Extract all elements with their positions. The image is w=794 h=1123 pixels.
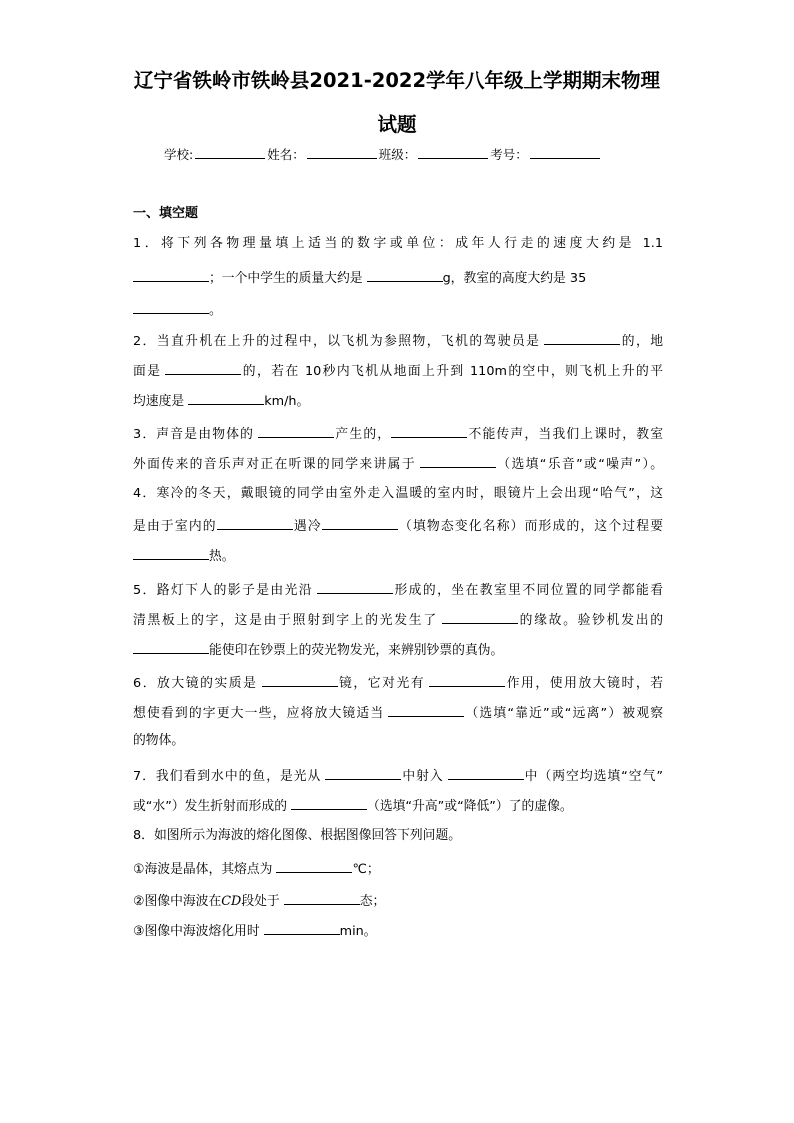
question-3-line-1: 3．声音是由物体的 产生的， 不能传声，当我们上课时，教室 [133, 424, 663, 443]
answer-blank[interactable] [258, 424, 334, 438]
answer-blank[interactable] [317, 580, 393, 594]
question-7-line-2: 或“水”）发生折射而形成的 （选填“升高”或“降低”）了的虚像。 [133, 796, 663, 815]
question-4-line-2: 是由于室内的 遇冷 （填物态变化名称）而形成的，这个过程要 [133, 516, 663, 535]
question-4-line-3: 热。 [133, 546, 663, 565]
answer-blank[interactable] [165, 361, 241, 375]
question-8-line-1: 8．如图所示为海波的熔化图像、根据图像回答下列问题。 [133, 828, 462, 843]
answer-blank[interactable] [367, 268, 443, 282]
question-6-line-2: 想使看到的字更大一些，应将放大镜适当 （选填“靠近”或“远离”）被观察 [133, 703, 663, 722]
name-label: 姓名： [267, 147, 305, 162]
question-1-line-1: 1．将下列各物理量填上适当的数字或单位：成年人行走的速度大约是 1.1 [133, 236, 663, 251]
question-8-sub-1: ①海波是晶体，其熔点为 ℃； [133, 859, 663, 878]
answer-blank[interactable] [133, 640, 209, 654]
class-blank[interactable] [418, 146, 488, 159]
name-blank[interactable] [307, 146, 377, 159]
question-3-line-2: 外面传来的音乐声对正在听课的同学来讲属于 （选填“乐音”或“噪声”）。 [133, 454, 663, 473]
question-2-line-1: 2．当直升机在上升的过程中，以飞机为参照物，飞机的驾驶员是 的，地 [133, 331, 663, 350]
question-6-line-3: 的物体。 [133, 733, 185, 748]
answer-blank[interactable] [262, 673, 338, 687]
answer-blank[interactable] [133, 300, 209, 314]
answer-blank[interactable] [325, 766, 401, 780]
answer-blank[interactable] [217, 516, 293, 530]
page-title: 辽宁省铁岭市铁岭县2021-2022学年八年级上学期期末物理 [133, 69, 661, 92]
question-4-line-1: 4．寒冷的冬天，戴眼镜的同学由室外走入温暖的室内时，眼镜片上会出现“哈气”，这 [133, 486, 663, 501]
answer-blank[interactable] [188, 391, 264, 405]
class-label: 班级： [378, 147, 417, 162]
answer-blank[interactable] [322, 516, 398, 530]
answer-blank[interactable] [420, 454, 496, 468]
student-info-row [164, 146, 602, 163]
question-2-line-3: 均速度是 km/h。 [133, 391, 663, 410]
answer-blank[interactable] [133, 546, 209, 560]
answer-blank[interactable] [544, 331, 620, 345]
answer-blank[interactable] [391, 424, 467, 438]
question-6-line-1: 6．放大镜的实质是 镜，它对光有 作用，使用放大镜时，若 [133, 673, 663, 692]
question-2-line-2: 面是 的，若在 10秒内飞机从地面上升到 110m的空中，则飞机上升的平 [133, 361, 663, 380]
section-title: 一、填空题 [133, 206, 199, 221]
answer-blank[interactable] [448, 766, 524, 780]
school-label: 学校: [164, 147, 194, 162]
page-title-line2: 试题 [377, 113, 417, 136]
question-1-line-2: ；一个中学生的质量大约是 g，教室的高度大约是 35 [133, 268, 663, 287]
answer-blank[interactable] [264, 921, 340, 935]
question-5-line-3: 能使印在钞票上的荧光物发光，来辨别钞票的真伪。 [133, 640, 663, 659]
question-1-line-3: 。 [133, 300, 663, 319]
exam-no-blank[interactable] [530, 146, 600, 159]
answer-blank[interactable] [291, 796, 367, 810]
answer-blank[interactable] [276, 859, 352, 873]
answer-blank[interactable] [442, 610, 518, 624]
answer-blank[interactable] [133, 268, 209, 282]
exam-no-label: 考号： [490, 147, 528, 162]
question-8-sub-3: ③图像中海波熔化用时 min。 [133, 921, 663, 940]
question-8-sub-2: ②图像中海波在CD段处于 态； [133, 891, 663, 910]
question-5-line-1: 5．路灯下人的影子是由光沿 形成的，坐在教室里不同位置的同学都能看 [133, 580, 663, 599]
answer-blank[interactable] [429, 673, 505, 687]
question-7-line-1: 7．我们看到水中的鱼，是光从 中射入 中（两空均选填“空气” [133, 766, 663, 785]
answer-blank[interactable] [388, 703, 464, 717]
question-5-line-2: 清黑板上的字，这是由于照射到字上的光发生了 的缘故。验钞机发出的 [133, 610, 663, 629]
school-blank[interactable] [195, 146, 265, 159]
answer-blank[interactable] [284, 891, 360, 905]
